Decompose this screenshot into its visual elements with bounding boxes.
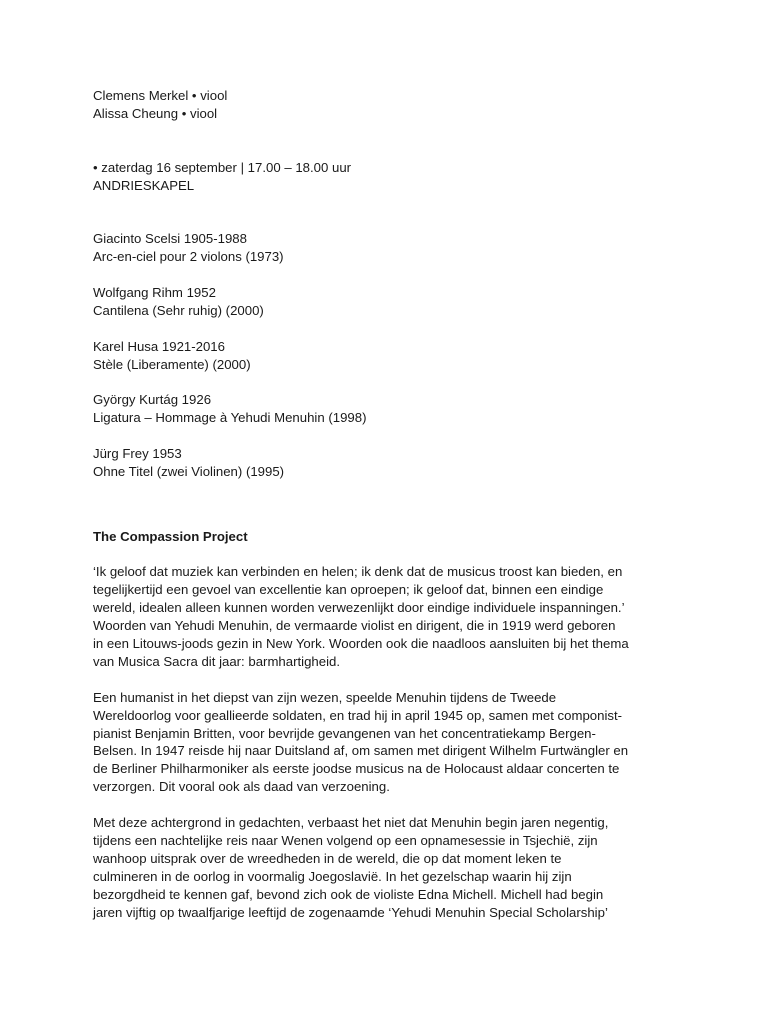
event-date: • zaterdag 16 september | 17.00 – 18.00 uur <box>93 159 352 175</box>
program-item <box>93 338 678 374</box>
text-line: pianist Benjamin Britten, voor bevrijde gevangenen van het concentratiekamp Bergen- <box>93 725 596 741</box>
text-line: jaren vijftig op twaalfjarige leeftijd de zogenaamde ‘Yehudi Menuhin Special Scholarship’ <box>93 904 608 920</box>
text-line: Met deze achtergrond in gedachten, verbaast het niet dat Menuhin begin jaren negentig, <box>93 815 609 831</box>
text-line: verzorgen. Dit vooral ook als daad van verzoening. <box>93 779 390 795</box>
performers-block <box>93 87 678 123</box>
document-page <box>93 87 678 922</box>
program-item <box>93 284 678 320</box>
performer-line: Clemens Merkel • viool <box>93 88 228 103</box>
article-title: The Compassion Project <box>93 528 248 544</box>
program-work: Cantilena (Sehr ruhig) (2000) <box>93 302 264 318</box>
program-composer: Karel Husa 1921-2016 <box>93 338 225 354</box>
program-work: Ligatura – Hommage à Yehudi Menuhin (1998) <box>93 410 367 426</box>
text-line: ‘Ik geloof dat muziek kan verbinden en helen; ik denk dat de musicus troost kan bieden, en <box>93 564 623 580</box>
text-line: wereld, idealen alleen kunnen worden verwezenlijkt door eindige individuele inspanningen.’ <box>93 600 625 616</box>
program-work: Arc-en-ciel pour 2 violons (1973) <box>93 249 284 265</box>
article-paragraph <box>93 689 678 796</box>
text-line: in een Litouws-joods gezin in New York. Woorden ook die naadloos aansluiten bij het thema <box>93 636 629 652</box>
program-item <box>93 391 678 427</box>
text-line: wanhoop uitsprak over de wreedheden in de wereld, die op dat moment leken te <box>93 850 562 866</box>
text-line: de Berliner Philharmoniker als eerste joodse musicus na de Holocaust aldaar concerten te <box>93 761 620 777</box>
event-venue: ANDRIESKAPEL <box>93 177 195 193</box>
program-item <box>93 445 678 481</box>
event-block <box>93 159 678 195</box>
article-paragraph <box>93 814 678 921</box>
program-composer: György Kurtág 1926 <box>93 392 212 408</box>
text-line: Een humanist in het diepst van zijn wezen, speelde Menuhin tijdens de Tweede <box>93 689 557 705</box>
text-line: Woorden van Yehudi Menuhin, de vermaarde violist en dirigent, die in 1919 werd geboren <box>93 618 616 634</box>
text-line: Belsen. In 1947 reisde hij naar Duitsland af, om samen met dirigent Wilhelm Furtwängler en <box>93 743 629 759</box>
text-line: bezorgdheid te kennen gaf, bevond zich ook de violiste Edna Michell. Michell had begin <box>93 886 604 902</box>
performer-line: Alissa Cheung • viool <box>93 105 218 121</box>
text-line: tegelijkertijd een gevoel van excellentie kan oproepen; ik geloof dat, binnen een eindige <box>93 582 604 598</box>
program-composer: Giacinto Scelsi 1905-1988 <box>93 231 247 247</box>
text-line: Wereldoorlog voor geallieerde soldaten, en trad hij in april 1945 op, samen met componist- <box>93 707 623 723</box>
program-composer: Wolfgang Rihm 1952 <box>93 284 216 300</box>
text-line: tijdens een nachtelijke reis naar Wenen volgend op een opnamesessie in Tsjechië, zijn <box>93 833 598 848</box>
program-item <box>93 230 678 266</box>
text-line: van Musica Sacra dit jaar: barmhartigheid. <box>93 653 341 669</box>
program-work: Stèle (Liberamente) (2000) <box>93 356 251 372</box>
program-work: Ohne Titel (zwei Violinen) (1995) <box>93 463 285 479</box>
program-composer: Jürg Frey 1953 <box>93 446 182 462</box>
text-line: culmineren in de oorlog in voormalig Joegoslavië. In het gezelschap waarin hij zijn <box>93 868 572 884</box>
article-paragraph <box>93 563 678 670</box>
